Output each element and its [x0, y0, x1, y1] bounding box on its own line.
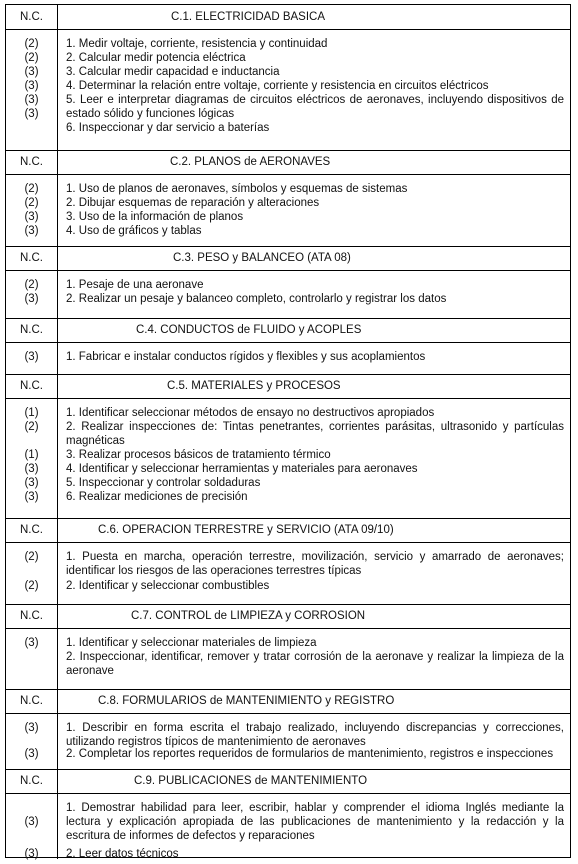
level-value: (2) — [24, 580, 39, 592]
nc-column-header: N.C. — [20, 695, 43, 707]
competency-item: 1. Identificar y seleccionar materiales de limpieza — [66, 637, 317, 649]
nc-column-header: N.C. — [20, 324, 43, 336]
level-value: (3) — [24, 637, 39, 649]
competency-item: 2. Calcular medir potencia eléctrica — [66, 52, 246, 64]
competency-item: 2. Completar los reportes requeridos de formularios de mantenimiento, registros e inspecciones — [66, 748, 554, 760]
section-header — [6, 150, 570, 175]
competency-item: 1. Puesta en marcha, operación terrestre, movilización, servicio y amarrado de aeronaves; identificar los riesgos de las operaciones terrestres típicas — [66, 551, 564, 577]
section-title: C.9. PUBLICACIONES de MANTENIMIENTO — [134, 775, 368, 787]
nc-column-header: N.C. — [20, 775, 43, 787]
level-value: (3) — [24, 66, 39, 78]
section-title: C.3. PESO y BALANCEO (ATA 08) — [173, 252, 351, 264]
section-title: C.2. PLANOS de AERONAVES — [170, 156, 331, 168]
competency-item: 3. Realizar procesos básicos de tratamiento térmico — [66, 449, 331, 461]
nc-column-header: N.C. — [20, 252, 43, 264]
section-title: C.8. FORMULARIOS de MANTENIMIENTO y REGISTRO — [98, 695, 395, 707]
level-value: (3) — [24, 491, 39, 503]
competency-item: 4. Identificar y seleccionar herramientas y materiales para aeronaves — [66, 463, 418, 475]
competency-item: 2. Inspeccionar, identificar, remover y tratar corrosión de la aeronave y realizar la limpieza de la aeronave — [66, 651, 564, 677]
level-value: (2) — [24, 52, 39, 64]
level-value: (3) — [24, 211, 39, 223]
level-value: (3) — [24, 816, 39, 828]
level-value: (3) — [24, 108, 39, 120]
level-value: (2) — [24, 279, 39, 291]
competency-item: 6. Realizar mediciones de precisión — [66, 491, 248, 503]
competency-item: 1. Medir voltaje, corriente, resistencia y continuidad — [66, 38, 328, 50]
competency-item: 5. Leer e interpretar diagramas de circuitos eléctricos de aeronaves, incluyendo dispositivos de estado sólido y funciones lógicas — [66, 94, 564, 120]
level-value: (3) — [24, 722, 39, 734]
competency-item: 1. Fabricar e instalar conductos rígidos y flexibles y sus acoplamientos — [66, 351, 426, 363]
section-header — [6, 5, 570, 30]
section-title: C.4. CONDUCTOS de FLUIDO y ACOPLES — [136, 324, 362, 336]
competency-item: 5. Inspeccionar y controlar soldaduras — [66, 477, 261, 489]
competency-item: 4. Determinar la relación entre voltaje, corriente y resistencia en circuitos eléctricos — [66, 80, 489, 92]
competency-item: 1. Uso de planos de aeronaves, símbolos y esquemas de sistemas — [66, 183, 408, 195]
competency-item: 1. Demostrar habilidad para leer, escribir, hablar y comprender el idioma Inglés mediante la lectura y explicación apropiada de las publicaciones de mantenimiento y la redacción y la escritura de informes de defectos y reparaciones — [66, 802, 564, 842]
level-value: (2) — [24, 421, 39, 433]
level-value: (1) — [24, 449, 39, 461]
level-value: (3) — [24, 293, 39, 305]
level-value: (3) — [24, 80, 39, 92]
section-header — [6, 689, 570, 714]
competency-item: 4. Uso de gráficos y tablas — [66, 225, 202, 237]
section-header — [6, 604, 570, 629]
competency-item: 2. Realizar inspecciones de: Tintas penetrantes, corrientes parásitas, ultrasonido y partículas magnéticas — [66, 421, 564, 447]
level-value: (3) — [24, 748, 39, 760]
section-header — [6, 318, 570, 343]
competency-item: 3. Calcular medir capacidad e inductancia — [66, 66, 280, 78]
level-value: (3) — [24, 848, 39, 860]
competency-item: 1. Describir en forma escrita el trabajo realizado, incluyendo discrepancias y correcciones, utilizando registros típicos de mantenimiento de aeronaves — [66, 722, 564, 748]
level-value: (3) — [24, 463, 39, 475]
competency-item: 3. Uso de la información de planos — [66, 211, 244, 223]
competency-item: 2. Leer datos técnicos — [66, 848, 179, 860]
nc-column-header: N.C. — [20, 380, 43, 392]
section-header — [6, 518, 570, 543]
competency-item: 6. Inspeccionar y dar servicio a baterías — [66, 122, 270, 134]
level-value: (2) — [24, 38, 39, 50]
competency-item: 2. Realizar un pesaje y balanceo completo, controlarlo y registrar los datos — [66, 293, 447, 305]
nc-column-header: N.C. — [20, 156, 43, 168]
level-value: (2) — [24, 183, 39, 195]
section-title: C.1. ELECTRICIDAD BASICA — [171, 11, 326, 23]
section-title: C.5. MATERIALES y PROCESOS — [167, 380, 341, 392]
section-header — [6, 246, 570, 271]
section-header — [6, 769, 570, 794]
level-value: (3) — [24, 351, 39, 363]
level-value: (2) — [24, 551, 39, 563]
level-value: (3) — [24, 225, 39, 237]
competency-table — [5, 4, 571, 858]
section-header — [6, 374, 570, 399]
competency-item: 1. Pesaje de una aeronave — [66, 279, 204, 291]
section-title: C.7. CONTROL de LIMPIEZA y CORROSION — [131, 610, 366, 622]
nc-column-header: N.C. — [20, 524, 43, 536]
level-value: (3) — [24, 477, 39, 489]
section-title: C.6. OPERACION TERRESTRE y SERVICIO (ATA 09/10) — [98, 524, 394, 536]
level-value: (1) — [24, 407, 39, 419]
competency-item: 1. Identificar seleccionar métodos de ensayo no destructivos apropiados — [66, 407, 435, 419]
nc-column-header: N.C. — [20, 610, 43, 622]
level-value: (3) — [24, 94, 39, 106]
competency-item: 2. Identificar y seleccionar combustibles — [66, 580, 270, 592]
level-value: (2) — [24, 197, 39, 209]
nc-column-header: N.C. — [20, 11, 43, 23]
competency-item: 2. Dibujar esquemas de reparación y alteraciones — [66, 197, 320, 209]
